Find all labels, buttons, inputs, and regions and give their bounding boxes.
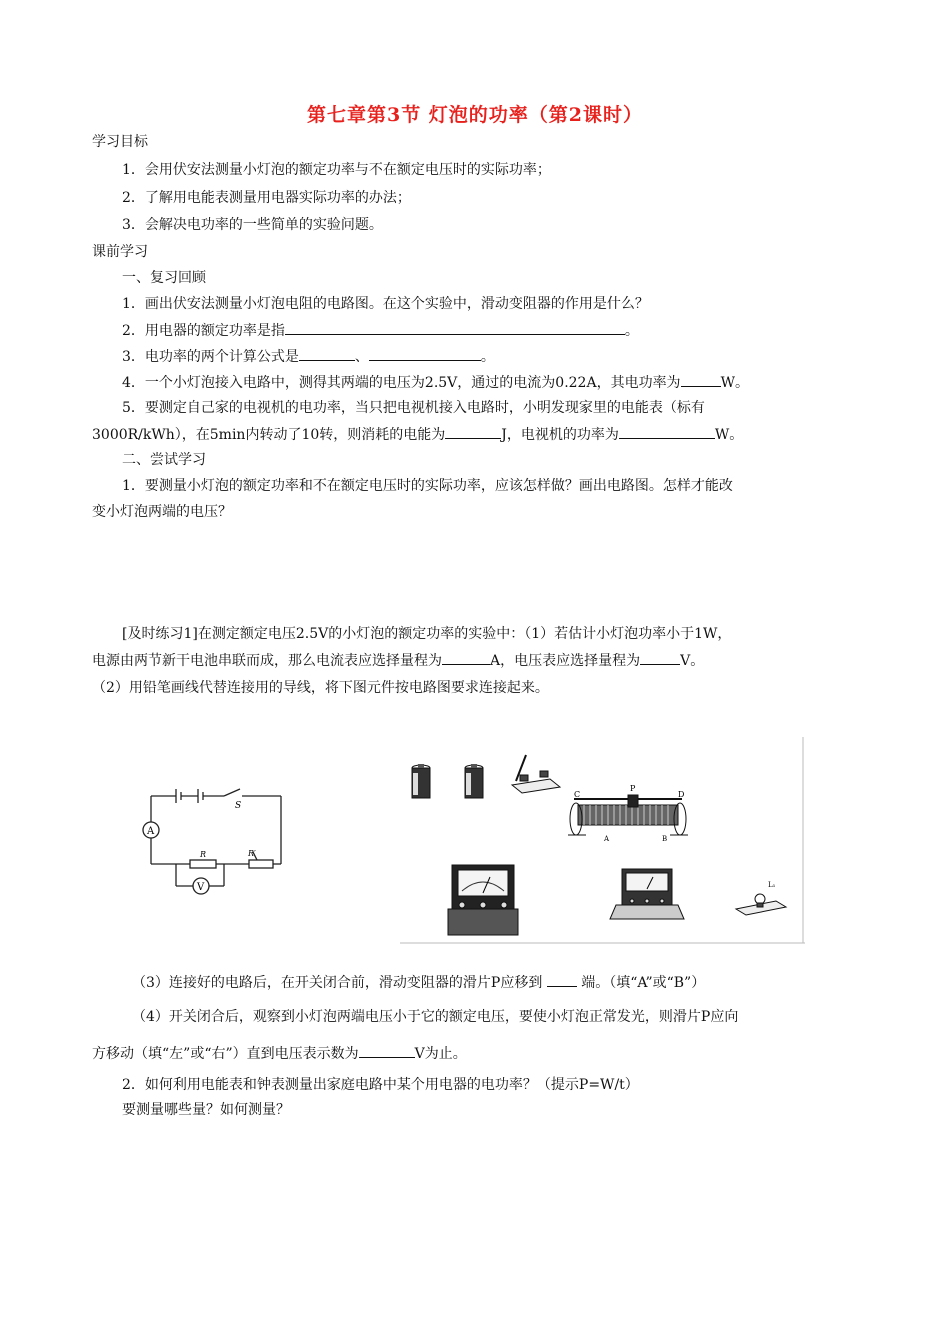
practice-1-cont: 电源由两节新干电池串联而成，那么电流表应选择量程为 A，电压表应选择量程为 V。 bbox=[92, 650, 704, 671]
answer-blank[interactable] bbox=[445, 424, 501, 439]
objective-item: 2．了解用电能表测量用电器实际功率的办法； bbox=[122, 190, 411, 206]
answer-blank[interactable] bbox=[547, 972, 577, 987]
rheostat-d-label: D bbox=[678, 790, 685, 799]
practice-1: [及时练习1]在测定额定电压2.5V的小灯泡的额定功率的实验中：（1）若估计小灯泡功率小于1W， bbox=[122, 626, 732, 642]
question-2: 2．如何利用电能表和钟表测量出家庭电路中某个用电器的电功率？（提示P=W/t） bbox=[122, 1077, 639, 1093]
answer-blank[interactable] bbox=[285, 320, 625, 335]
objectives-heading: 学习目标 bbox=[92, 134, 148, 150]
rheostat-b-label: B bbox=[662, 835, 668, 843]
objective-item: 3．会解决电功率的一些简单的实验问题。 bbox=[122, 217, 383, 233]
review-question-3: 3．电功率的两个计算公式是 、 。 bbox=[122, 346, 495, 367]
voltmeter-label: V bbox=[197, 882, 205, 893]
question-2-cont: 要测量哪些量？如何测量？ bbox=[122, 1102, 290, 1118]
circuit-diagram bbox=[136, 786, 286, 906]
pre-study-heading: 课前学习 bbox=[92, 244, 148, 260]
switch-label: S bbox=[235, 801, 242, 811]
rheostat-p-label: P bbox=[630, 784, 636, 793]
answer-blank[interactable] bbox=[640, 650, 680, 665]
try-question-1-cont: 变小灯泡两端的电压？ bbox=[92, 504, 232, 520]
apparatus-figure bbox=[400, 737, 805, 945]
objective-item: 1．会用伏安法测量小灯泡的额定功率与不在额定电压时的实际功率； bbox=[122, 162, 551, 178]
ammeter-label: A bbox=[147, 826, 155, 837]
try-question-1: 1．要测量小灯泡的额定功率和不在额定电压时的实际功率，应该怎样做？画出电路图。怎样才能改 bbox=[122, 478, 733, 494]
practice-2: （2）用铅笔画线代替连接用的导线，将下图元件按电路图要求连接起来。 bbox=[92, 680, 549, 696]
try-heading: 二、尝试学习 bbox=[122, 452, 206, 468]
answer-blank[interactable] bbox=[619, 424, 715, 439]
ammeter-device-icon bbox=[448, 865, 518, 935]
review-question-5: 5．要测定自己家的电视机的电功率，当只把电视机接入电路时，小明发现家里的电能表（标有 bbox=[122, 400, 705, 416]
rheostat-c-label: C bbox=[574, 790, 581, 799]
answer-blank[interactable] bbox=[681, 372, 721, 387]
practice-4-cont: 方移动（填“左”或“右”）直到电压表示数为 V为止。 bbox=[92, 1043, 467, 1064]
rheostat-a-label: A bbox=[604, 835, 610, 843]
review-question-1: 1．画出伏安法测量小灯泡电阻的电路图。在这个实验中，滑动变阻器的作用是什么？ bbox=[122, 296, 649, 312]
battery-icon bbox=[465, 764, 483, 798]
resistor-label: R bbox=[200, 850, 207, 859]
review-question-2: 2．用电器的额定功率是指 。 bbox=[122, 320, 639, 341]
practice-3: （3）连接好的电路后，在开关闭合前，滑动变阻器的滑片P应移到 端。（填“A”或“B”） bbox=[132, 972, 705, 993]
answer-blank[interactable] bbox=[442, 650, 490, 665]
review-question-4: 4．一个小灯泡接入电路中，测得其两端的电压为2.5V，通过的电流为0.22A，其电功率为 W。 bbox=[122, 372, 749, 393]
answer-blank[interactable] bbox=[299, 346, 355, 361]
knife-switch-icon bbox=[512, 755, 560, 793]
review-heading: 一、复习回顾 bbox=[122, 270, 206, 286]
page-title: 第七章第3节 灯泡的功率（第2课时） bbox=[306, 104, 644, 126]
practice-4: （4）开关闭合后，观察到小灯泡两端电压小于它的额定电压，要使小灯泡正常发光，则滑片P应向 bbox=[132, 1009, 739, 1025]
lamp-icon bbox=[736, 894, 786, 915]
rheostat-label: R′ bbox=[248, 849, 256, 858]
lamp-label: L₁ bbox=[768, 881, 776, 889]
review-question-5-cont: 3000R/kWh），在5min内转动了10转，则消耗的电能为 J，电视机的功率为 W。 bbox=[92, 424, 743, 445]
voltmeter-device-icon bbox=[610, 869, 684, 919]
battery-icon bbox=[412, 764, 430, 798]
answer-blank[interactable] bbox=[359, 1043, 415, 1058]
rheostat-icon bbox=[568, 795, 688, 835]
answer-blank[interactable] bbox=[369, 346, 481, 361]
